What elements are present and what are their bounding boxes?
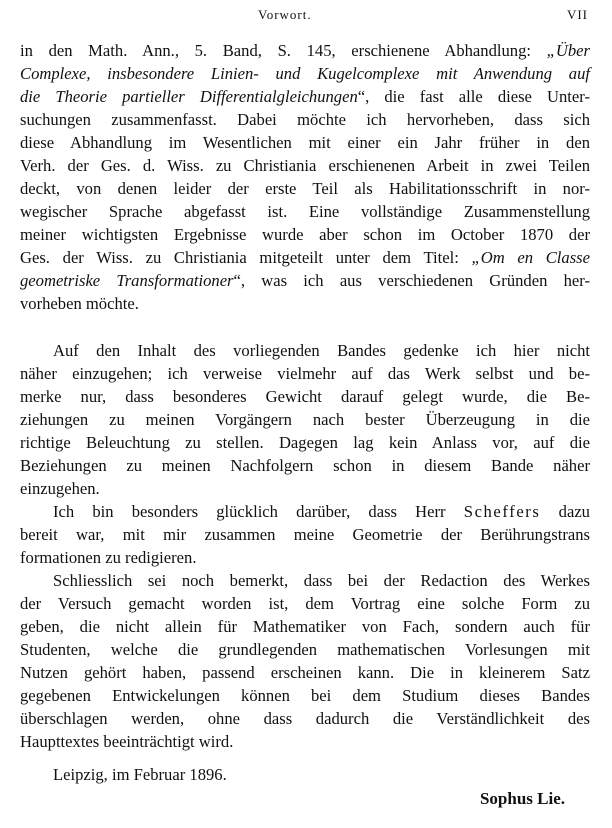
text-line: einzugehen. [20, 479, 100, 498]
text-line: deckt, von denen leider der erste Teil als Habilitationsschrift in nor- [20, 179, 590, 198]
text-line: die Theorie partieller Differentialgleichungen“, die fast alle diese Unter- [20, 87, 590, 106]
text-line: der Versuch gemacht worden ist, dem Vortrag eine solche Form zu [20, 594, 590, 613]
text-line: Haupttextes beeinträchtigt wird. [20, 732, 234, 751]
text-line: geben, die nicht allein für Mathematiker von Fach, sondern auch für [20, 617, 590, 636]
text-line: richtige Beleuchtung zu stellen. Dagegen lag kein Anlass vor, auf die [20, 433, 590, 452]
text-line: bereit war, mit mir zusammen meine Geometrie der Berührungstrans [20, 525, 590, 544]
text-line: wegischer Sprache abgefasst ist. Eine vollständige Zusammenstellung [20, 202, 590, 221]
name-scheffers: Scheffers [463, 502, 541, 521]
page-header [0, 7, 612, 27]
place-date-line: Leipzig, im Februar 1896. [53, 765, 227, 784]
text-line: meiner wichtigsten Ergebnisse wurde aber schon im October 1870 der [20, 225, 590, 244]
text-line: geometriske Transformationer“, was ich aus verschiedenen Gründen her- [20, 271, 590, 290]
text-line: Ich bin besonders glücklich darüber, dass Herr Scheffers dazu [53, 502, 590, 521]
text-line: Studenten, welche die grundlegenden mathematischen Vorlesungen mit [20, 640, 590, 659]
text-line: Verh. der Ges. d. Wiss. zu Christiania erschienenen Arbeit in zwei Teilen [20, 156, 590, 175]
paragraph-gap [20, 315, 590, 339]
text-line: gegebenen Entwickelungen können bei dem Studium dieses Bandes [20, 686, 590, 705]
text-line: vorheben möchte. [20, 294, 139, 313]
text-line: ziehungen zu meinen Vorgängern nach bester Überzeugung in die [20, 410, 590, 429]
page-number: VII [566, 7, 588, 22]
paragraph-gap [20, 753, 590, 763]
text-line: suchungen zusammenfasst. Dabei möchte ich hervorheben, dass sich [20, 110, 590, 129]
signature: Sophus Lie. [479, 789, 565, 808]
text-line: Nutzen gehört haben, passend erscheinen kann. Die in kleinerem Satz [20, 663, 590, 682]
text-line: diese Abhandlung im Wesentlichen mit einer ein Jahr früher in den [20, 133, 590, 152]
text-line: formationen zu redigieren. [20, 548, 197, 567]
running-title: Vorwort. [258, 7, 312, 22]
text-line: Beziehungen zu meinen Nachfolgern schon in diesem Bande näher [20, 456, 590, 475]
text-line: Auf den Inhalt des vorliegenden Bandes gedenke ich hier nicht [53, 341, 590, 360]
text-line: überschlagen werden, ohne dass dadurch die Verständlichkeit des [20, 709, 590, 728]
text-line: merke nur, dass besonderes Gewicht darauf gelegt wurde, die Be- [20, 387, 590, 406]
text-line: näher einzugehen; ich verweise vielmehr auf das Werk selbst und be- [20, 364, 590, 383]
text-line: Schliesslich sei noch bemerkt, dass bei der Redaction des Werkes [53, 571, 590, 590]
text-line: Complexe, insbesondere Linien- und Kugelcomplexe mit Anwendung auf [20, 64, 590, 83]
text-line: in den Math. Ann., 5. Band, S. 145, erschienene Abhandlung: „Über [20, 41, 590, 60]
body-text [20, 39, 590, 786]
text-line: Ges. der Wiss. zu Christiania mitgeteilt unter dem Titel: „Om en Classe [20, 248, 590, 267]
